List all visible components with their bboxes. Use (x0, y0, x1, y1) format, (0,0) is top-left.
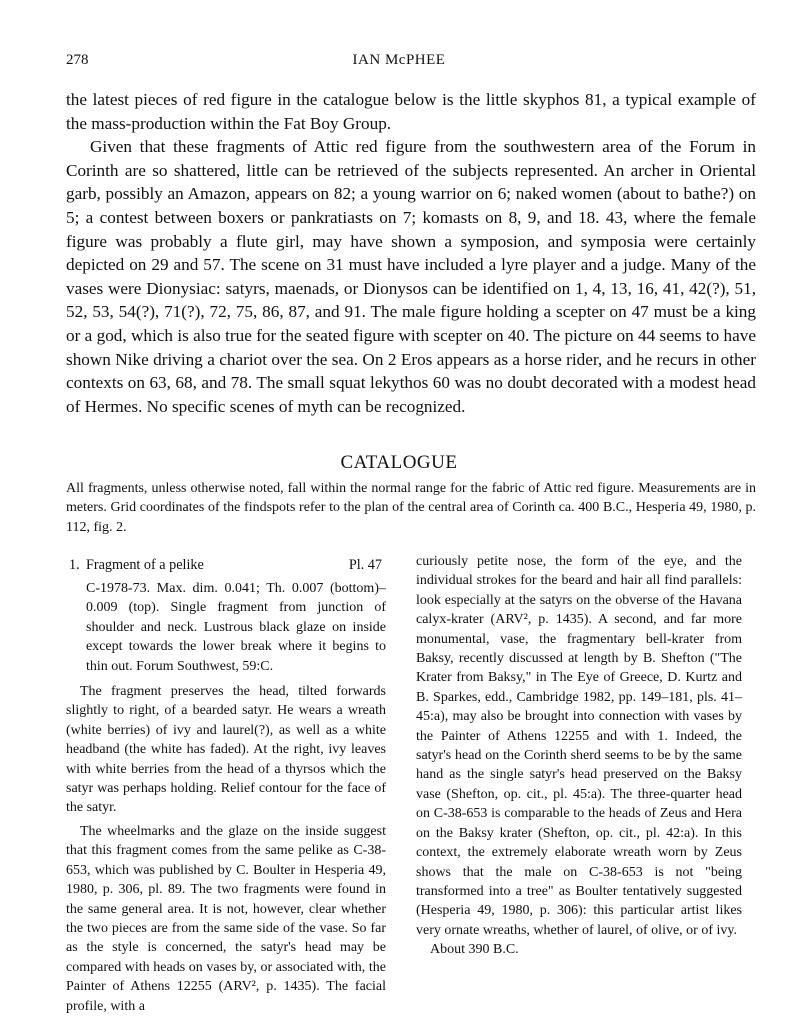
page-number: 278 (66, 52, 89, 68)
entry-description: C-1978-73. Max. dim. 0.041; Th. 0.007 (bottom)–0.009 (top). Single fragment from junction of shoulder and neck. Lustrous black glaze on inside except towards the lower break where it begins to thin out. Forum Southwest, 59:C. (86, 581, 386, 674)
left-column (66, 556, 386, 1016)
intro-paragraph-1: the latest pieces of red figure in the catalogue below is the little skyphos 81, a typical example of the mass-production within the Fat Boy Group. (66, 90, 756, 133)
entry-heading (66, 556, 386, 579)
entry-paragraph-2: The wheelmarks and the glaze on the inside suggest that this fragment comes from the same pelike as C-38-653, which was published by C. Boulter in Hesperia 49, 1980, p. 306, pl. 89. The two fragments were found in the same general area. It is not, however, clear whether the two pieces are from the same side of the vase. So far as the style is concerned, the satyr's head may be compared with heads on vases by, or associated with, the Painter of Athens 12255 (ARV², p. 1435). The facial profile, with a (66, 823, 386, 1014)
intro-paragraph-2: Given that these fragments of Attic red figure from the southwestern area of the Forum in Corinth are so shattered, little can be retrieved of the subjects represented. An archer in Oriental garb, possibly an Amazon, appears on 82; a young warrior on 6; naked women (about to bathe?) on 5; a contest between boxers or pankratiasts on 7; komasts on 8, 9, and 18. 43, where the female figure was probably a flute girl, may have shown a symposion, and symposia were certainly depicted on 29 and 57. The scene on 31 must have included a lyre player and a judge. Many of the vases were Dionysiac: satyrs, maenads, or Dionysos can be identified on 1, 4, 13, 16, 41, 42(?), 51, 52, 53, 54(?), 71(?), 72, 75, 86, 87, and 91. The male figure holding a scepter on 47 must be a king or a god, which is also true for the seated figure with scepter on 40. The picture on 44 seems to have shown Nike driving a chariot over the sea. On 2 Eros appears as a horse rider, and he recurs in other contexts on 63, 68, and 78. The small squat lekythos 60 was no doubt decorated with a modest head of Hermes. No specific scenes of myth can be recognized. (66, 137, 756, 416)
entry-date: About 390 B.C. (430, 942, 519, 958)
entry-number: 1. (69, 557, 80, 573)
running-header (0, 52, 798, 74)
catalogue-heading: CATALOGUE (340, 452, 458, 473)
entry-paragraph-3: curiously petite nose, the form of the eye, and the individual strokes for the beard and hair all find parallels: look especially at the satyrs on the obverse of the Havana calyx-krater (ARV², p. 1435). A second, and far more monumental, vase, the fragmentary bell-krater from Baksy, recently discussed at length by B. Shefton ("The Krater from Baksy," in The Eye of Greece, D. Kurtz and B. Sparkes, edd., Cambridge 1982, pp. 149–181, pls. 41–45:a), may also be brought into connection with vases by the Painter of Athens 12255 and with 1. Indeed, the satyr's head on the Corinth sherd seems to be by the same hand as the single satyr's head preserved on the Baksy vase (Shefton, op. cit., pl. 45:a). The three-quarter head on C-38-653 is comparable to the heads of Zeus and Hera on the Baksy krater (Shefton, op. cit., pl. 42:a). In this context, the extremely elaborate wreath worn by Zeus shows that the male on C-38-653 is not "being transformed into a tree" as Boulter tentatively suggested (Hesperia 49, 1980, p. 306): this particular artist likes very ornate wreaths, whether of laurel, of olive, or of ivy. (416, 554, 742, 938)
right-column (416, 552, 742, 960)
plate-reference: Pl. 47 (348, 557, 382, 573)
intro-text (66, 88, 756, 418)
entry-paragraph-1: The fragment preserves the head, tilted forwards slightly to right, of a bearded satyr. He wears a wreath (white berries) of ivy and laurel(?), as well as a white headband (the white has faded). At the right, ivy leaves with white berries from the head of a thyrsos which the satyr was perhaps holding. Relief contour for the face of the satyr. (66, 684, 386, 816)
entry-title: Fragment of a pelike (86, 557, 204, 573)
catalogue-note: All fragments, unless otherwise noted, fall within the normal range for the fabric of Attic red figure. Measurements are in meters. Grid coordinates of the findspots refer to the plan of the central area of Corinth ca. 400 B.C., Hesperia 49, 1980, p. 112, fig. 2. (66, 481, 756, 535)
running-head: IAN McPHEE (352, 52, 446, 68)
